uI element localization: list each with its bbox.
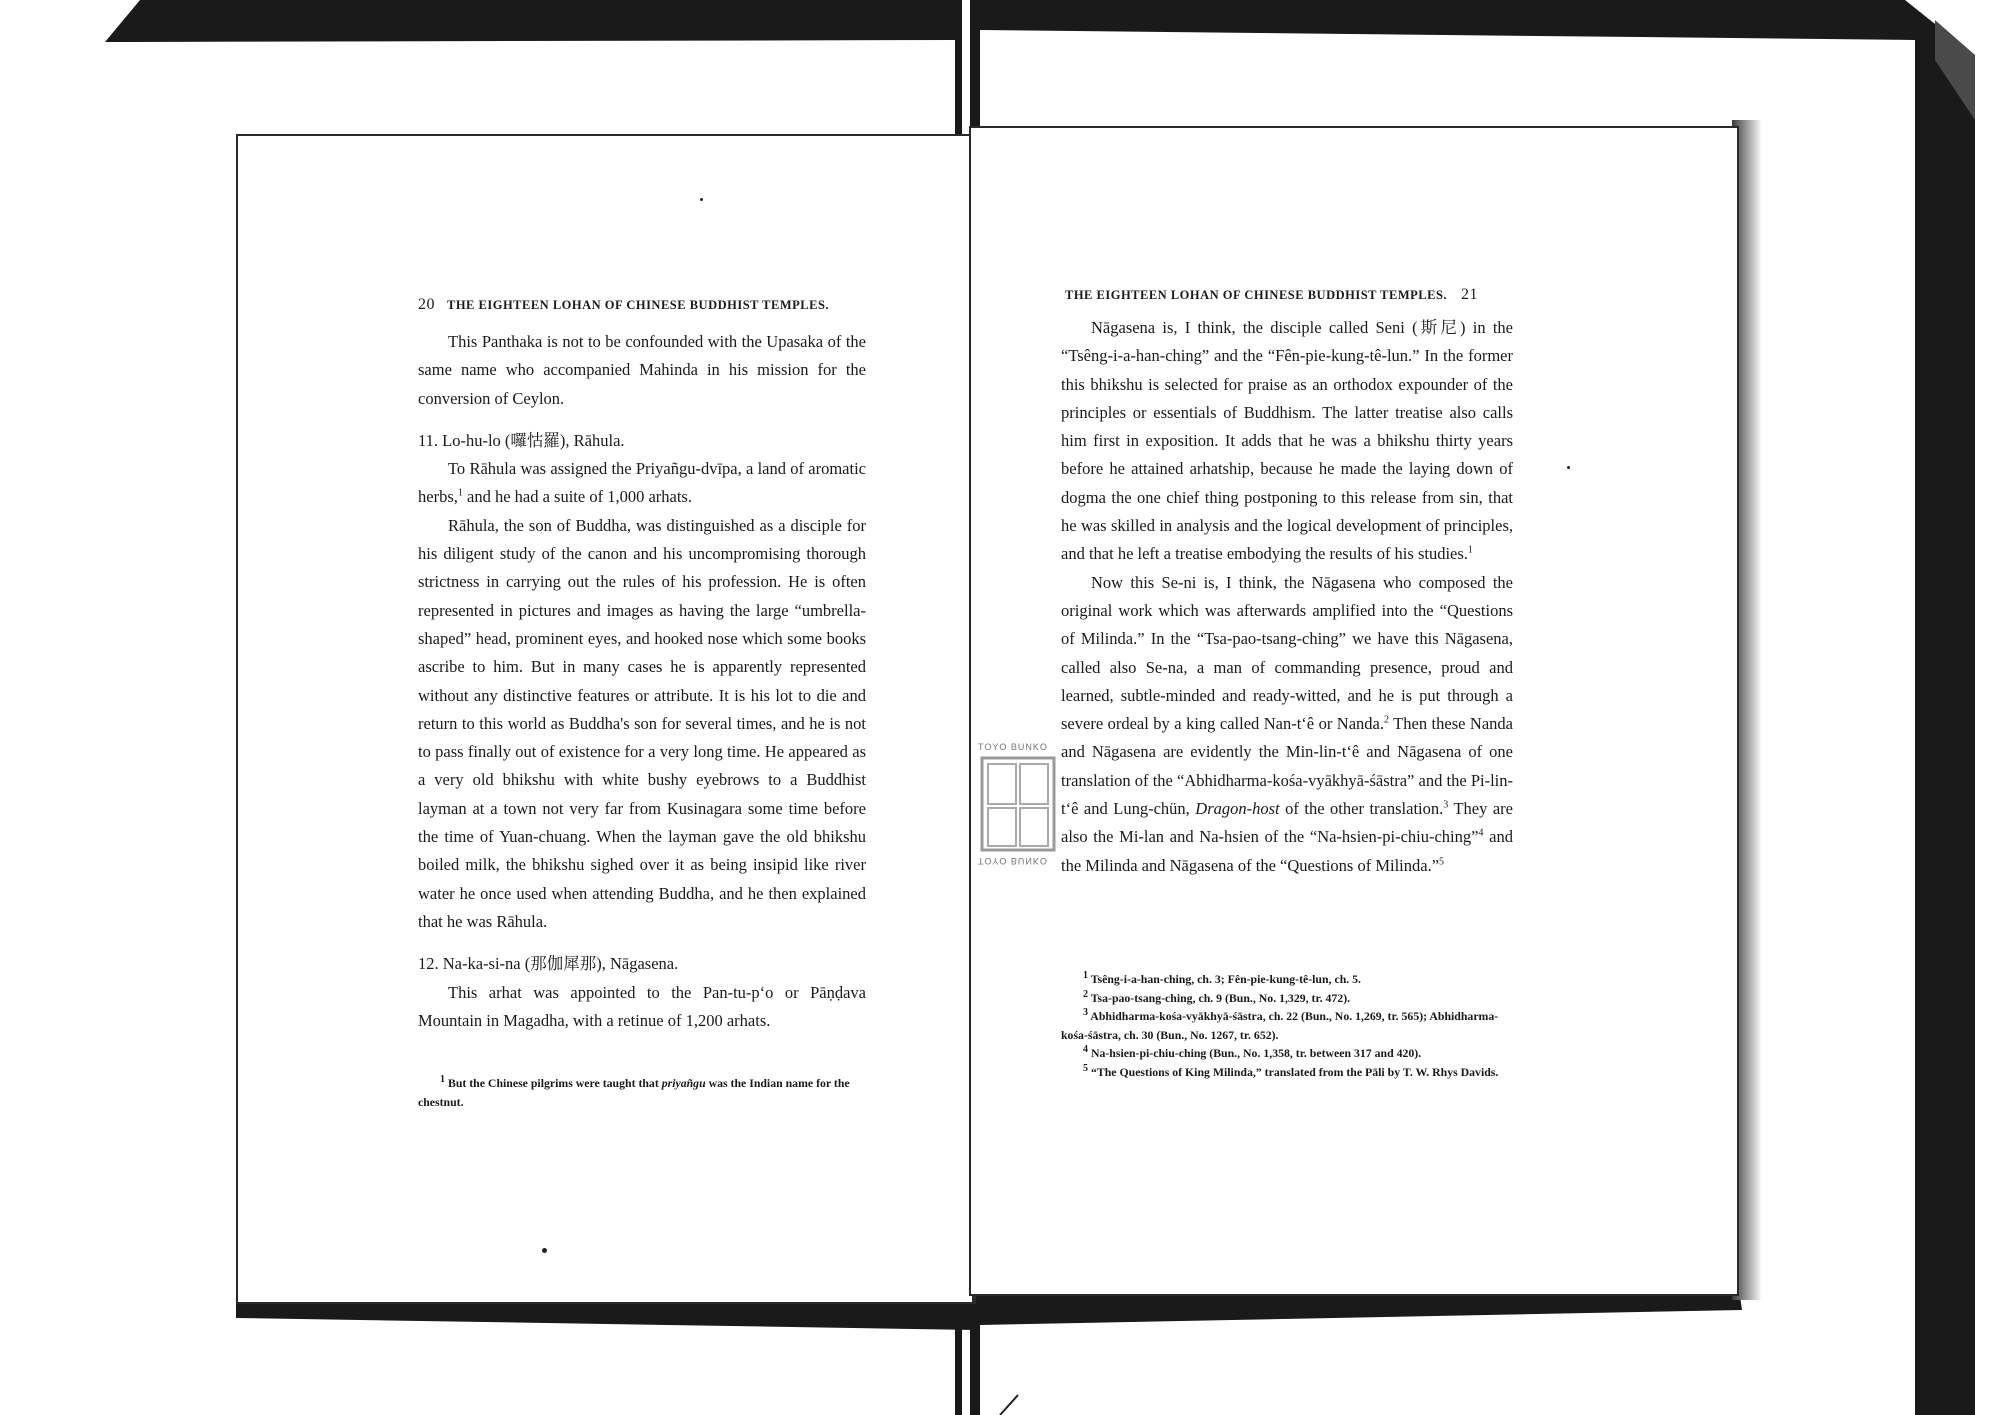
library-stamp bbox=[978, 742, 1058, 866]
text-run: Nāgasena is, I think, the disciple called Seni (斯尼) in the “Tsêng-i-a-han-ching” and the “Fên-pie-kung-tê-lun.” In the former this bhikshu is selected for praise as an orthodox expounder of the principles or essentials of Buddhism. The latter treatise also calls him first in exposition. It adds that he was a bhikshu thirty years before he attained arhatship, because he made the laying down of dogma the one chief thing postponing to this release from sin, that he was skilled in analysis and the logical development of principles, and that he left a treatise embodying the results of his studies. bbox=[1061, 318, 1513, 564]
footnote-mark: 4 bbox=[1083, 1044, 1088, 1056]
right-footnotes bbox=[1061, 970, 1513, 1081]
text-run: “The Questions of King Milinda,” translated from the Pāli by T. W. Rhys Davids. bbox=[1088, 1064, 1499, 1079]
page-number: 21 bbox=[1461, 286, 1479, 303]
left-page bbox=[236, 134, 976, 1304]
paragraph: Rāhula, the son of Buddha, was distinguished as a disciple for his diligent study of the canon and his uncompromising thorough strictness in carrying out the rules of his profession. He is often represented in pictures and images as having the large “umbrella-shaped” head, prominent eyes, and hooked nose which some books ascribe to him. But in many cases he is apparently represented without any distinctive features or attribute. It is his lot to die and return to this world as Buddha's son for several times, and he is not to pass finally out of existence for a very long time. He appeared as a very old bhikshu with white bushy eyebrows to a Buddhist layman at a town not very far from Kusinagara some time before the time of Yuan-chuang. When the layman gave the old bhikshu boiled milk, the bhikshu sighed over it as being insipid like river water he once used when attending Buddha, and he then explained that he was Rāhula. bbox=[418, 515, 866, 931]
ink-speck bbox=[1567, 466, 1570, 469]
text-run: was the Indian name for the chestnut. bbox=[418, 1076, 850, 1109]
text-run: and he had a suite of 1,000 arhats. bbox=[462, 487, 692, 507]
paragraph: This arhat was appointed to the Pan-tu-p‘o or Pāṇḍava Mountain in Magadha, with a retinue of 1,200 arhats. bbox=[418, 982, 866, 1030]
stamp-seal-icon bbox=[978, 754, 1058, 854]
footnote-mark: 2 bbox=[1083, 988, 1088, 1000]
footnote-ref: 3 bbox=[1443, 799, 1449, 811]
section-heading-12: 12. Na-ka-si-na (那伽犀那), Nāgasena. bbox=[418, 954, 679, 974]
stamp-bottom-text: TOYO BUNKO bbox=[978, 856, 1048, 866]
footnote-ref: 1 bbox=[1467, 544, 1473, 556]
text-run: Abhidharma-kośa-vyākhyā-śāstra, ch. 22 (Bun., No. 1,269, tr. 565); Abhidharma-kośa-śāstra, ch. 30 (Bun., No. 1267, tr. 652). bbox=[1061, 1009, 1499, 1042]
text-run: They are also the Mi-lan and Na-hsien of the “Na-hsien-pi-chiu-ching” bbox=[1061, 799, 1513, 847]
footnote bbox=[1061, 989, 1513, 1008]
footnote-mark: 5 bbox=[1083, 1062, 1088, 1074]
footnote-ref: 4 bbox=[1478, 827, 1484, 839]
footnote-mark: 3 bbox=[1083, 1007, 1088, 1019]
paragraph: This Panthaka is not to be confounded with the Upasaka of the same name who accompanied Mahinda in his mission for the conversion of Ceylon. bbox=[418, 332, 866, 408]
footnote-ref: 1 bbox=[457, 487, 463, 499]
paragraph bbox=[1061, 314, 1513, 569]
italic-term: Dragon-host bbox=[1195, 799, 1280, 819]
text-run: Now this Se-ni is, I think, the Nāgasena who composed the original work which was afterwards amplified into the “Questions of Milinda.” In the “Tsa-pao-tsang-ching” we have this Nāgasena, called also Se-na, a man of commanding presence, proud and learned, subtle-minded and ready-witted, and he is put through a severe ordeal by a king called Nan-t‘ê or Nanda. bbox=[1061, 572, 1513, 734]
footnote bbox=[1061, 970, 1513, 989]
text-run: Then these Nanda and Nāgasena are evidently the Min-lin-t‘ê and Nāgasena of one translation of the “Abhidharma-kośa-vyākhyā-śāstra” and the Pi-lin-t‘ê and Lung-chün, bbox=[1061, 714, 1513, 819]
footnote-ref: 5 bbox=[1439, 856, 1445, 868]
running-head bbox=[1065, 286, 1478, 304]
footnote-ref: 2 bbox=[1384, 714, 1389, 726]
right-body-text bbox=[1061, 314, 1513, 880]
stamp-top-text: TOYO BUNKO bbox=[978, 742, 1048, 752]
footnote-mark: 1 bbox=[440, 1074, 445, 1086]
left-footnotes bbox=[418, 1074, 866, 1111]
right-page bbox=[969, 126, 1739, 1296]
text-run: But the Chinese pilgrims were taught that bbox=[445, 1076, 662, 1090]
italic-term: priyañgu bbox=[661, 1076, 706, 1090]
ink-speck bbox=[542, 1248, 547, 1253]
ink-speck bbox=[700, 198, 703, 201]
footnote bbox=[418, 1074, 866, 1111]
text-run: Tsa-pao-tsang-ching, ch. 9 (Bun., No. 1,329, tr. 472). bbox=[1088, 990, 1351, 1005]
left-body-text bbox=[418, 328, 866, 1035]
section-heading-11: 11. Lo-hu-lo (囉怙羅), Rāhula. bbox=[418, 430, 625, 450]
text-run: and the Milinda and Nāgasena of the “Questions of Milinda.” bbox=[1061, 827, 1513, 875]
text-run: Na-hsien-pi-chiu-ching (Bun., No. 1,358, tr. between 317 and 420). bbox=[1088, 1046, 1422, 1060]
running-head-title: THE EIGHTEEN LOHAN OF CHINESE BUDDHIST TEMPLES. bbox=[447, 298, 830, 312]
page-number: 20 bbox=[418, 296, 435, 313]
running-head-title: THE EIGHTEEN LOHAN OF CHINESE BUDDHIST TEMPLES. bbox=[1065, 288, 1448, 302]
footnote bbox=[1061, 1007, 1513, 1044]
text-run: of the other translation. bbox=[1279, 799, 1444, 819]
text-run: Tsêng-i-a-han-ching, ch. 3; Fên-pie-kung-tê-lun, ch. 5. bbox=[1088, 972, 1361, 986]
paragraph bbox=[418, 455, 866, 512]
text-run: To Rāhula was assigned the Priyañgu-dvīpa, a land of aromatic herbs, bbox=[418, 459, 866, 507]
footnote-mark: 1 bbox=[1083, 970, 1088, 982]
footnote bbox=[1061, 1063, 1513, 1082]
running-head bbox=[418, 296, 829, 314]
paragraph bbox=[1061, 569, 1513, 880]
footnote bbox=[1061, 1044, 1513, 1063]
